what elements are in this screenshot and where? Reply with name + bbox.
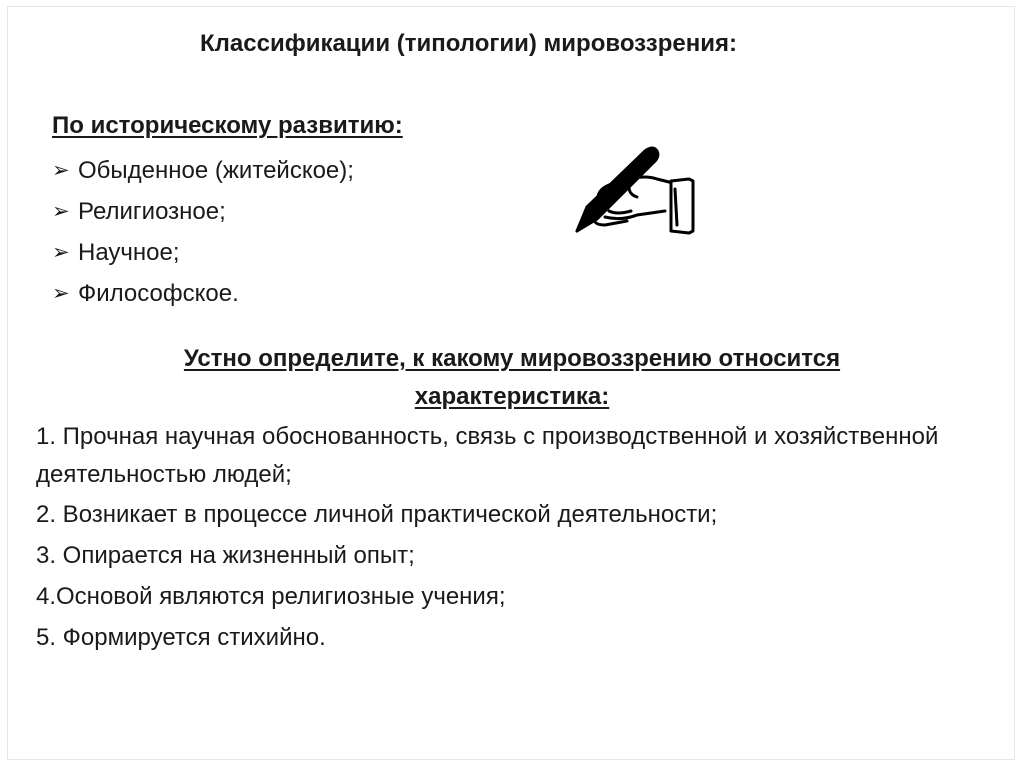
list-item: 2. Возникает в процессе личной практической деятельности; [36, 501, 718, 528]
slide-title: Классификации (типологии) мировоззрения: [200, 30, 737, 57]
list-item-label: Обыденное (житейское); [78, 157, 354, 184]
arrow-bullet-icon: ➢ [52, 159, 70, 182]
list-item: 3. Опирается на жизненный опыт; [36, 542, 415, 569]
list-item [52, 150, 354, 191]
list-item: 1. Прочная научная обоснованность, связь с производственной и хозяйственной деятельностью людей; [36, 423, 939, 488]
characteristics-list [36, 418, 996, 658]
arrow-bullet-icon: ➢ [52, 241, 70, 264]
list-item [52, 232, 354, 273]
list-item-label: Философское. [78, 280, 239, 307]
arrow-bullet-icon: ➢ [52, 200, 70, 223]
writing-hand-icon [565, 145, 697, 237]
list-item-label: Религиозное; [78, 198, 226, 225]
worldview-type-list [52, 150, 354, 314]
list-item [52, 273, 354, 314]
list-item: 4.Основой являются религиозные учения; [36, 583, 506, 610]
list-item [52, 191, 354, 232]
list-item: 5. Формируется стихийно. [36, 624, 326, 651]
task-heading-line2: характеристика: [414, 383, 610, 410]
task-heading [0, 340, 1024, 416]
task-heading-line1: Устно определите, к какому мировоззрению относится [183, 345, 841, 372]
list-item-label: Научное; [78, 239, 180, 266]
section-heading: По историческому развитию: [52, 112, 403, 139]
arrow-bullet-icon: ➢ [52, 282, 70, 305]
